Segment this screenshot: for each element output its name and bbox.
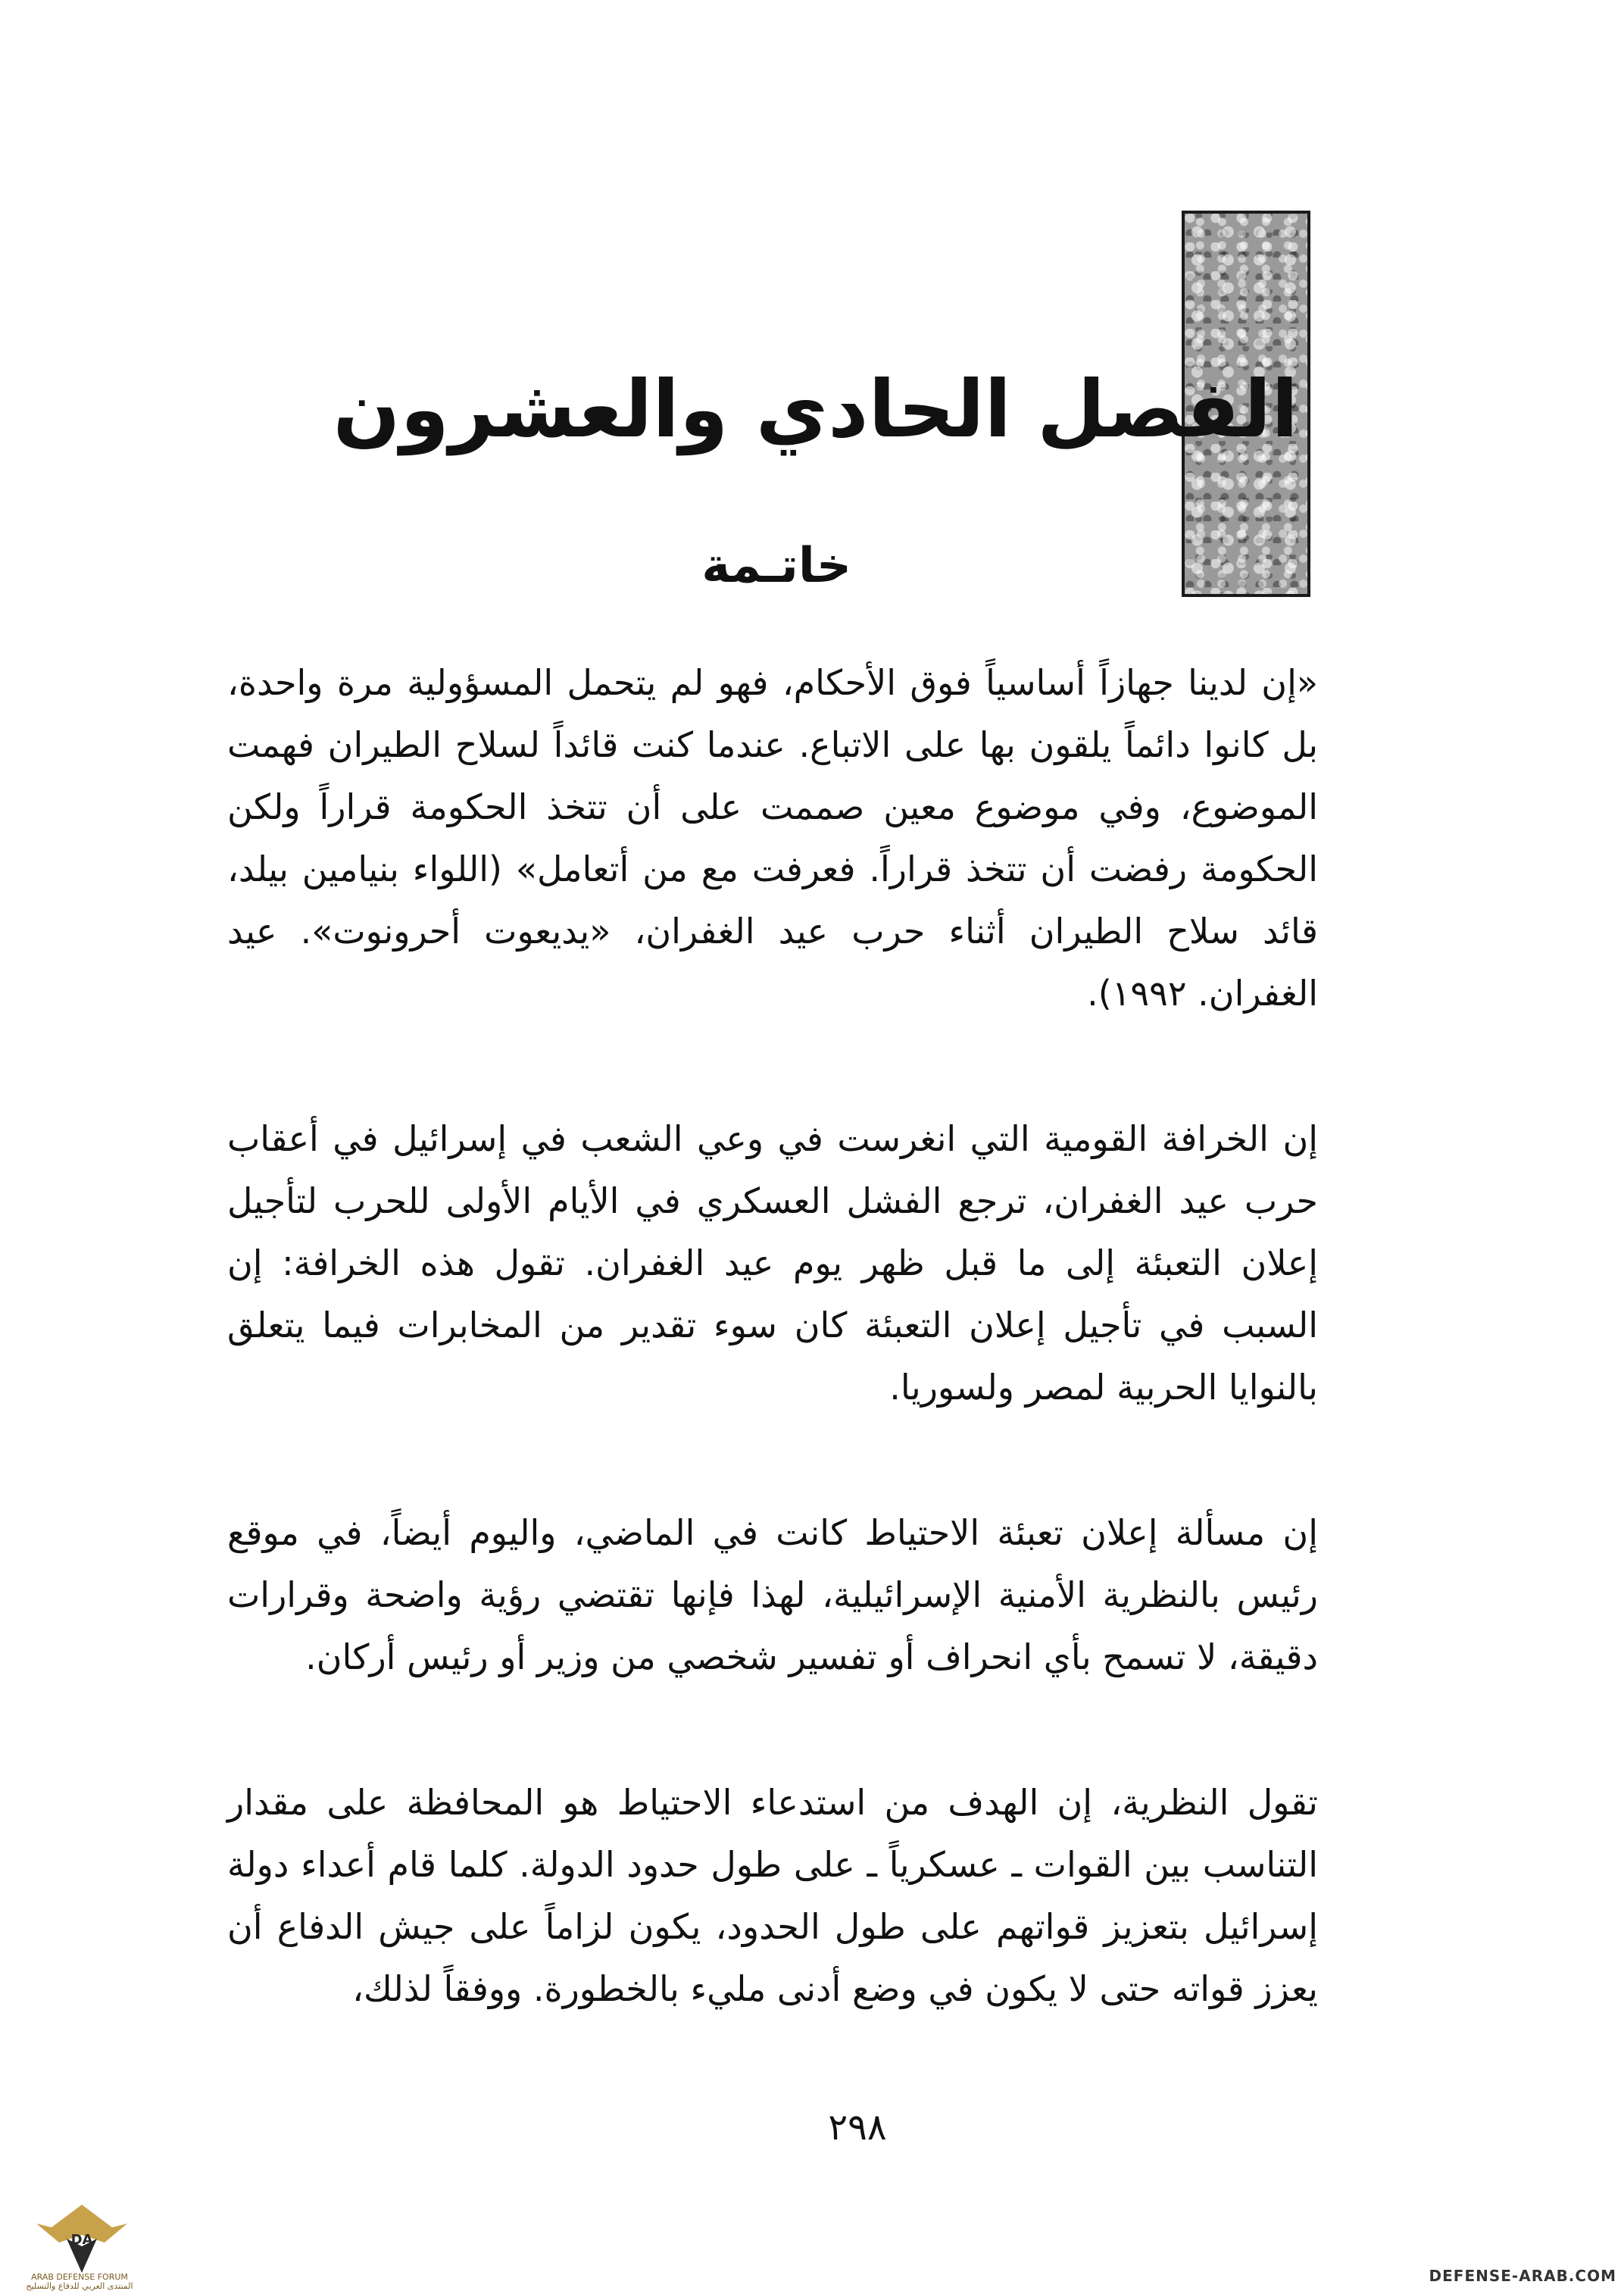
paragraph-3: إن مسألة إعلان تعبئة الاحتياط كانت في الماضي، واليوم أيضاً، في موقع رئيس بالنظرية الأمنية الإسرائيلية، لهذا فإنها تقتضي رؤية واضحة وقرارات دقيقة، لا تسمح بأي انحراف أو تفسير شخصي من وزير أو رئيس أركان. (227, 1512, 1318, 1677)
paragraph-2: إن الخرافة القومية التي انغرست في وعي الشعب في إسرائيل في أعقاب حرب عيد الغفران، ترجع الفشل العسكري في الأيام الأولى للحرب لتأجيل إعلان التعبئة إلى ما قبل ظهر يوم عيد الغفران. تقول هذه الخرافة: إن السبب في تأجيل إعلان التعبئة كان سوء تقدير من المخابرات فيما يتعلق بالنوايا الحربية لمصر ولسوريا. (227, 1118, 1318, 1408)
page-number: ٢٩٨ (828, 2106, 887, 2149)
forum-logo-icon (29, 2197, 135, 2280)
logo-caption (0, 2273, 159, 2291)
logo-caption-ar: المنتدى العربي للدفاع والتسليح (26, 2281, 133, 2291)
chapter-heading-word-2: الحادي والعشرون (333, 363, 1012, 455)
site-watermark: DEFENSE-ARAB.COM (1429, 2267, 1616, 2285)
logo-caption-en: ARAB DEFENSE FORUM (31, 2272, 128, 2282)
svg-text:DA: DA (70, 2232, 93, 2248)
section-title: خاتـمة (701, 538, 851, 594)
paragraph-4: تقول النظرية، إن الهدف من استدعاء الاحتياط هو المحافظة على مقدار التناسب بين القوات ـ عسكرياً ـ على طول حدود الدولة. كلما قام أعداء دولة إسرائيل بتعزيز قواتهم على طول الحدود، يكون لزاماً على جيش الدفاع أن يعزز قواته حتى لا يكون في وضع أدنى مليء بالخطورة. ووفقاً لذلك، (227, 1782, 1318, 2009)
body-text (227, 652, 1318, 2103)
chapter-heading (333, 364, 1298, 455)
paragraph-1: «إن لدينا جهازاً أساسياً فوق الأحكام، فهو لم يتحمل المسؤولية مرة واحدة، بل كانوا دائماً يلقون بها على الاتباع. عندما كنت قائداً لسلاح الطيران فهمت الموضوع، وفي موضوع معين صممت على أن تتخذ الحكومة قراراً ولكن الحكومة رفضت أن تتخذ قراراً. فعرفت مع من أتعامل» (اللواء بنيامين بيلد، قائد سلاح الطيران أثناء حرب عيد الغفران، «يديعوت أحرونوت». عيد الغفران. ١٩٩٢). (227, 662, 1318, 1014)
chapter-heading-word-1: الفصل (1037, 363, 1298, 455)
